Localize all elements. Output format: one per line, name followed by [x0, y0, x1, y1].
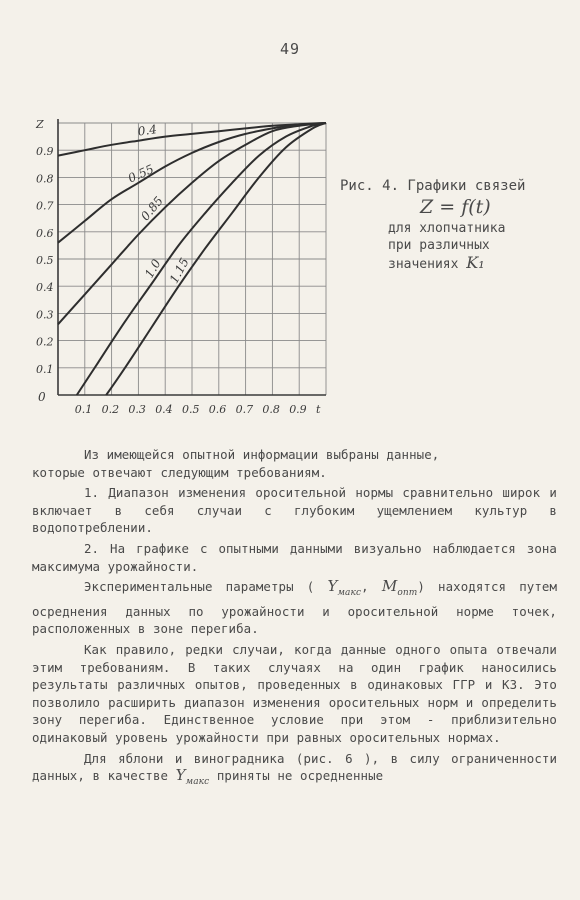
y-tick-label: 0.8 [36, 172, 54, 186]
figure-caption [340, 178, 570, 273]
caption-line-3: значениях [388, 257, 459, 272]
chart-z-vs-t [30, 108, 330, 420]
x-tick-label: 0.8 [262, 403, 280, 416]
x-tick-label: 0.7 [235, 403, 254, 416]
series-label: 0.85 [138, 193, 166, 224]
series-label: 0.55 [125, 161, 156, 186]
paragraph-4: Экспериментальные параметры ( $Y_{макс}$, $M_{опт}$) находятся путем осреднения данных по урожайности и оросительной норме точек, расположенных в зоне перегиба. [32, 577, 558, 637]
paragraph-4-b: ) находятся путем осреднения данных по урожайности и оросительной норме точек, расположенных в зоне перегиба. [32, 579, 558, 637]
y-tick-label: 0.7 [36, 199, 54, 213]
y-tick-label: 0.3 [36, 308, 54, 322]
y-tick-label: Z [36, 118, 44, 131]
origin-label: 0 [38, 390, 46, 404]
series-label: 1.15 [166, 255, 192, 286]
x-tick-label: 0.4 [155, 403, 173, 416]
y-tick-label: 0.9 [36, 145, 54, 159]
x-tick-label: 0.3 [128, 403, 146, 416]
paragraph-6-b: приняты не осредненные [216, 768, 384, 784]
x-tick-label: t [316, 403, 321, 416]
x-tick-label: 0.9 [289, 403, 307, 416]
y-tick-label: 0.4 [36, 281, 54, 295]
symbol-m-opt: $M_{опт}$ [381, 577, 418, 599]
y-tick-label: 0.5 [36, 254, 54, 267]
y-tick-label: 0.2 [36, 335, 54, 349]
series-label: 1.0 [142, 256, 164, 281]
paragraph-5: Как правило, редки случаи, когда данные одного опыта отвечали этим требованиям. В таких случаях на один график наносились результаты различных опытов, проведенных в одинаковых ГГР и КЗ. Это позволило расширить диапазон изменения оросительных норм и определить зону перегиба. Единственное условие при этом - приблизительно одинаковый уровень урожайности при равных оросительных нормах. [32, 641, 557, 745]
symbol-y-max-2: $Y_{макс}$ [175, 766, 210, 788]
paragraph-2: 1. Диапазон изменения оросительной нормы сравнительно широк и включает в себя случаи с глубоким ущемлением культур в водопотреблении. [32, 485, 557, 536]
page-number: 49 [279, 40, 301, 58]
caption-formula: Z = f(t) [420, 196, 491, 218]
x-tick-label: 0.5 [182, 403, 200, 416]
series-label: 0.4 [136, 122, 158, 139]
body-text [32, 446, 557, 792]
paragraph-6 [32, 750, 557, 792]
caption-line-2: при различных [388, 238, 490, 253]
paragraph-3: 2. На графике с опытными данными визуально наблюдается зона максимума урожайности. [32, 540, 557, 574]
x-tick-label: 0.6 [208, 403, 227, 416]
caption-k-symbol: K₁ [466, 253, 485, 272]
caption-title: Рис. 4. Графики связей [340, 178, 526, 194]
caption-line-1: для хлопчатника [388, 221, 506, 236]
y-tick-label: 0.1 [36, 362, 54, 376]
x-tick-label: 0.1 [74, 403, 93, 416]
symbol-y-max: $Y_{макс}$ [327, 577, 362, 599]
y-tick-label: 0.6 [36, 226, 54, 240]
x-tick-label: 0.2 [101, 403, 120, 416]
paragraph-4-a: Экспериментальные параметры ( [84, 579, 315, 595]
paragraph-6-a: Для яблони и виноградника (рис. 6 ), в силу ограниченности данных, в качестве [32, 750, 557, 784]
paragraph-1b: которые отвечают следующим требованиям. [32, 464, 327, 480]
paragraph-1a: Из имеющейся опытной информации выбраны данные, [84, 447, 440, 462]
